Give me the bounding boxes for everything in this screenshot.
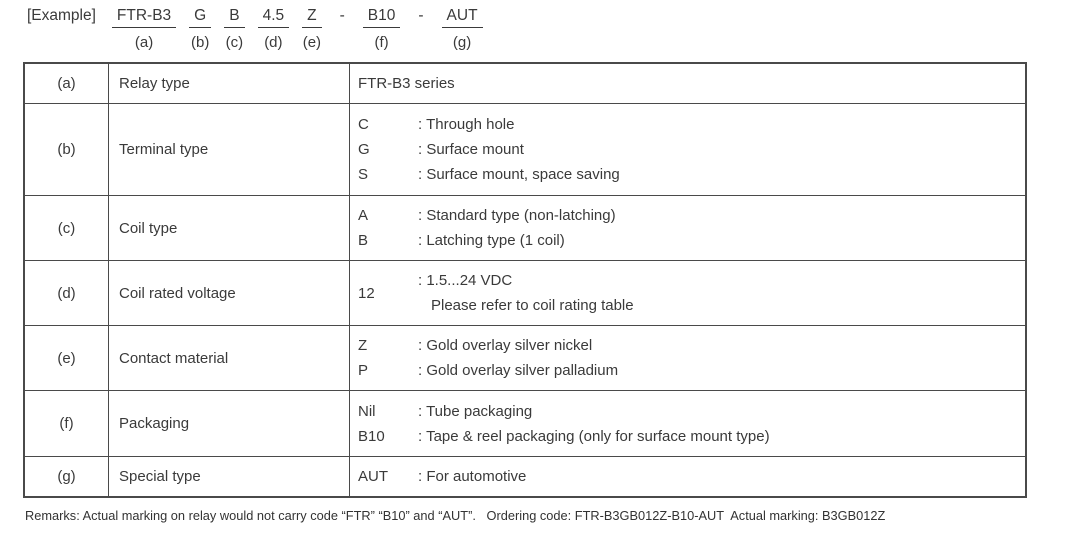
entry-code: AUT	[358, 468, 388, 485]
entry-description: : Through hole	[418, 116, 515, 133]
entry-code: S	[358, 166, 369, 183]
row-category: Coil rated voltage	[109, 261, 350, 325]
entry-description: : Tube packaging	[418, 402, 533, 420]
table-row-coil-rated-voltage	[25, 261, 1025, 326]
entry-description: : Gold overlay silver nickel	[418, 337, 593, 354]
row-category: Coil type	[109, 196, 350, 260]
value-entry	[358, 333, 1025, 358]
row-category: Special type	[109, 457, 350, 496]
entry-code: 12	[358, 284, 375, 302]
example-part-contact-material	[302, 5, 321, 51]
part-code: AUT	[442, 5, 483, 28]
value-entry	[358, 162, 1025, 187]
row-key: (f)	[25, 391, 109, 456]
row-values	[350, 261, 1025, 325]
entry-code: C	[358, 116, 369, 133]
entry-description	[418, 268, 1025, 318]
value-entry	[358, 399, 1025, 424]
example-part-terminal-type	[189, 5, 211, 51]
row-category: Packaging	[109, 391, 350, 456]
value-entry	[358, 137, 1025, 162]
entry-description-line2: Please refer to coil rating table	[431, 297, 634, 314]
example-separator	[413, 5, 428, 33]
entry-description: FTR-B3 series	[358, 75, 455, 92]
ordering-example	[27, 5, 1069, 51]
entry-code: G	[358, 141, 370, 158]
entry-description: : Standard type (non-latching)	[418, 207, 616, 224]
ordering-code-table	[23, 62, 1027, 498]
value-entry	[358, 71, 1025, 96]
entry-description: : For automotive	[418, 468, 527, 485]
part-code: G	[189, 5, 211, 28]
entry-description-line1: : 1.5...24 VDC	[418, 272, 513, 289]
part-code: Z	[302, 5, 321, 28]
part-code: B	[224, 5, 244, 28]
part-code: 4.5	[258, 5, 290, 28]
row-category: Relay type	[109, 64, 350, 103]
example-label: [Example]	[27, 7, 96, 24]
table-row-relay-type	[25, 64, 1025, 104]
value-entry	[358, 424, 1025, 449]
part-sub-label: (d)	[264, 34, 283, 51]
table-row-packaging	[25, 391, 1025, 457]
example-separator	[335, 5, 350, 33]
row-category: Contact material	[109, 326, 350, 390]
value-entry	[358, 203, 1025, 228]
entry-code: P	[358, 362, 369, 379]
entry-code: A	[358, 207, 369, 224]
row-key: (a)	[25, 64, 109, 103]
hyphen: -	[339, 7, 345, 24]
entry-description: : Surface mount, space saving	[418, 166, 620, 183]
entry-description: : Gold overlay silver palladium	[418, 362, 619, 379]
entry-code: Nil	[358, 402, 376, 420]
row-values	[350, 457, 1025, 496]
value-entry	[358, 464, 1025, 489]
part-sub-label: (g)	[452, 34, 472, 51]
row-values	[350, 64, 1025, 103]
entry-code: B	[358, 232, 369, 249]
entry-code: Z	[358, 337, 368, 354]
value-entry	[358, 228, 1025, 253]
row-key: (b)	[25, 104, 109, 195]
example-part-relay-type	[112, 5, 176, 51]
example-part-special-type	[442, 5, 483, 51]
part-sub-label: (f)	[374, 34, 389, 51]
example-part-packaging	[363, 5, 401, 51]
value-entry	[358, 112, 1025, 137]
part-sub-label: (a)	[134, 34, 154, 51]
row-values	[350, 196, 1025, 260]
remarks-note: Remarks: Actual marking on relay would not carry code “FTR” “B10” and “AUT”. Ordering code: FTR-B3GB012Z-B10-AUT Actual marking: B3GB012Z	[25, 508, 886, 523]
row-values	[350, 391, 1025, 456]
entry-description: : Latching type (1 coil)	[418, 232, 565, 249]
part-sub-label: (e)	[302, 34, 322, 51]
row-key: (c)	[25, 196, 109, 260]
value-entry	[358, 268, 1025, 318]
hyphen: -	[418, 7, 424, 24]
table-row-coil-type	[25, 196, 1025, 261]
entry-description: : Surface mount	[418, 141, 524, 158]
row-category: Terminal type	[109, 104, 350, 195]
row-key: (e)	[25, 326, 109, 390]
part-sub-label: (b)	[191, 34, 210, 51]
table-row-contact-material	[25, 326, 1025, 391]
row-key: (d)	[25, 261, 109, 325]
row-key: (g)	[25, 457, 109, 496]
table-row-special-type	[25, 457, 1025, 496]
part-code: FTR-B3	[112, 5, 176, 28]
value-entry	[358, 358, 1025, 383]
part-code: B10	[363, 5, 401, 28]
entry-code: B10	[358, 427, 385, 445]
example-part-coil-voltage	[258, 5, 290, 51]
entry-description: : Tape & reel packaging (only for surface mount type)	[418, 427, 770, 445]
example-part-coil-type	[224, 5, 244, 51]
table-row-terminal-type	[25, 104, 1025, 196]
row-values	[350, 326, 1025, 390]
part-sub-label: (c)	[225, 34, 244, 51]
row-values	[350, 104, 1025, 195]
